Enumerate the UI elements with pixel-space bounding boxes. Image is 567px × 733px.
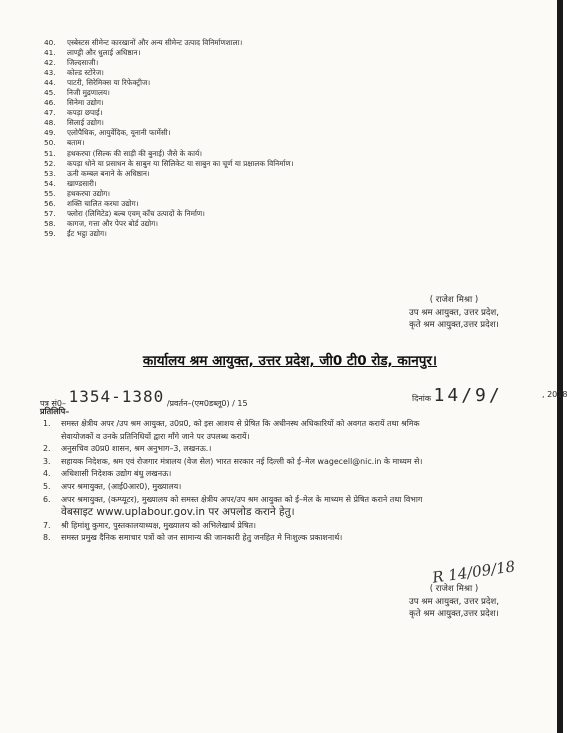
item-text: एस्बेस्टस सीमेन्ट कारखानों और अन्य सीमेन्ट उत्पाद विनिर्माणशाला। — [67, 38, 243, 47]
item-number: 41. — [44, 48, 56, 58]
item-text: सिलाई उद्योग। — [67, 118, 104, 128]
list-item — [43, 468, 559, 481]
item-text: कपड़ा धोने या प्रसाधन के साबुन या सिलिकेट या साबुन का चूर्ण या प्रक्षालक विनिर्माण। — [67, 158, 294, 168]
item-number: 2. — [43, 444, 51, 454]
item-number: 5. — [43, 481, 51, 491]
item-text: कागज, गत्ता और पेपर बोर्ड उद्योग। — [67, 218, 159, 228]
item-text: खाण्डसारी। — [67, 178, 97, 188]
signatory-name: ( राजेश मिश्रा ) — [429, 295, 479, 305]
item-text: सिनेमा उद्योग। — [67, 98, 104, 108]
copy-to-heading: प्रतिलिपि– — [40, 407, 70, 416]
list-item — [44, 118, 484, 128]
item-text: ऊनी कम्बल बनाने के अधिष्ठान। — [67, 168, 150, 178]
list-item — [44, 138, 484, 148]
list-item — [44, 159, 484, 169]
list-item — [43, 443, 559, 456]
item-number: 49. — [44, 128, 56, 138]
list-item — [44, 98, 484, 108]
item-number: 48. — [44, 118, 56, 128]
list-item — [44, 78, 484, 88]
signatory-on-behalf: कृते श्रम आयुक्त,उत्तर प्रदेश। — [409, 320, 499, 331]
item-text: अनुसचिव उ0प्र0 शासन, श्रम अनुभाग–3, लखनऊ.। — [61, 444, 212, 454]
letter-date — [412, 385, 567, 406]
item-number: 8. — [43, 533, 51, 543]
item-text: बताम। — [67, 138, 85, 148]
item-text: शक्ति चालित करघा उद्योग। — [67, 198, 139, 208]
item-number: 43. — [44, 68, 56, 78]
item-text: सहायक निदेशक, श्रम एवं रोजगार मंत्रालय (वेज सेल) भारत सरकार नई दिल्ली को ई–मेल wagecell@nic.in के माध्यम से। — [61, 456, 423, 466]
item-number: 3. — [43, 456, 51, 466]
list-item — [44, 128, 484, 138]
signatory-name: ( राजेश मिश्रा ) — [429, 584, 479, 594]
handwritten-signature: R 14/09/18 — [431, 557, 517, 587]
item-text: कोल्ड स्टोरेज। — [67, 68, 104, 78]
item-text: कपड़ा छपाई। — [67, 108, 103, 118]
list-item — [43, 520, 559, 533]
copy-recipients-list — [43, 418, 559, 545]
signature-block — [364, 583, 544, 621]
item-text: समस्त क्षेत्रीय अपर /उप श्रम आयुक्त, उ0प्र0, को इस आशय से प्रेषित कि अधीनस्थ अधिकारियों को अवगत करायें तथा श्रमिक — [61, 419, 420, 428]
item-text: पाटरी, सिरेमिक्स या रिफेक्ट्रीज। — [67, 78, 151, 88]
item-number: 7. — [43, 520, 51, 530]
date-year: , 2018 — [542, 390, 567, 399]
office-heading: कार्यालय श्रम आयुक्त, उत्तर प्रदेश, जी0 टी0 रोड, कानपुर। — [142, 353, 438, 369]
list-item — [43, 418, 559, 431]
signature-block — [364, 294, 544, 332]
item-text: हथकरघा (सिल्क की साड़ी की बुनाई) जैसे के कार्य। — [67, 148, 203, 158]
item-text: हथकरघा उद्योग। — [67, 188, 111, 198]
item-number: 6. — [43, 494, 51, 504]
list-item — [44, 199, 484, 209]
reference-number — [40, 387, 248, 410]
signatory-designation: उप श्रम आयुक्त, उत्तर प्रदेश, — [409, 307, 499, 318]
item-text: श्री हिमांशु कुमार, पुस्तकालयाध्यक्ष, मुख्यालय को अभिलेखार्थ प्रेषित। — [61, 520, 257, 530]
item-text: एलोपैथिक, आयुर्वेदिक, यूनानी फार्मेसी। — [67, 128, 171, 138]
item-text: निजी मुद्रणालय। — [67, 88, 110, 98]
list-item — [44, 229, 484, 239]
item-number: 45. — [44, 88, 56, 98]
item-number: 59. — [44, 228, 56, 238]
signatory-on-behalf: कृते श्रम आयुक्त,उत्तर प्रदेश। — [409, 609, 499, 620]
item-text: अपर श्रमायुक्त, (कम्प्यूटर), मुख्यालय को समस्त क्षेत्रीय अपर/उप श्रम आयुक्त को ई–मेल के माध्यम से प्रेषित कराने तथा विभाग — [61, 494, 423, 504]
item-text: फ्लोरा (लिमिटेड) बल्ब एवम् काँच उत्पादों के निर्माण। — [67, 208, 205, 218]
list-item — [44, 108, 484, 118]
list-item — [44, 48, 484, 58]
list-item — [44, 189, 484, 199]
list-item — [44, 219, 484, 229]
industry-list — [44, 38, 484, 239]
item-text: वेबसाइट www.uplabour.gov.in पर अपलोड कराने हेतु। — [61, 506, 295, 519]
list-item — [44, 58, 484, 68]
item-text: ईंट भट्ठा उद्योग। — [67, 228, 107, 238]
item-number: 46. — [44, 98, 56, 108]
list-item — [43, 506, 559, 520]
list-item — [43, 456, 559, 469]
item-text: सेवायोजकों व उनके प्रतिनिधियों द्वारा माँगे जाने पर उपलब्ध करायें। — [61, 431, 250, 441]
item-text: लाण्ड्री और धुलाई अधिष्ठान। — [67, 48, 141, 58]
reference-suffix: /प्रवर्तन–(एम0डब्लू0) / 15 — [166, 399, 248, 408]
item-number: 57. — [44, 208, 56, 218]
item-number: 58. — [44, 218, 56, 228]
list-item — [43, 481, 559, 494]
item-number: 54. — [44, 178, 56, 188]
list-item — [43, 431, 559, 444]
scan-edge — [557, 0, 563, 733]
item-number: 56. — [44, 198, 56, 208]
item-number: 44. — [44, 78, 56, 88]
list-item — [43, 532, 559, 545]
item-text: अधिशासी निदेशक उद्योग बंधु लखनऊ। — [61, 469, 172, 479]
item-number: 50. — [44, 138, 56, 148]
item-number: 42. — [44, 58, 56, 68]
handwritten-date: 14/9/ — [433, 385, 503, 406]
list-item — [44, 68, 484, 78]
item-number: 51. — [44, 148, 56, 158]
item-number: 1. — [43, 419, 51, 428]
item-text: समस्त प्रमुख दैनिक समाचार पत्रों को जन सामान्य की जानकारी हेतु जनहित मे निःशुल्क प्रकाशनार्थ। — [61, 533, 343, 543]
item-number: 52. — [44, 158, 56, 168]
list-item — [44, 38, 484, 48]
item-number: 47. — [44, 108, 56, 118]
item-text: जिल्दसाजी। — [67, 58, 99, 68]
item-number: 4. — [43, 469, 51, 479]
list-item — [44, 149, 484, 159]
item-number: 40. — [44, 38, 56, 47]
handwritten-reference-number: 1354-1380 — [68, 387, 165, 406]
list-item — [44, 88, 484, 98]
reference-prefix: पत्र सं0– — [40, 399, 67, 408]
item-text: अपर श्रमायुक्त, (आई0आर0), मुख्यालय। — [61, 481, 182, 491]
date-label: दिनांक — [412, 394, 431, 403]
item-number: 53. — [44, 168, 56, 178]
signatory-designation: उप श्रम आयुक्त, उत्तर प्रदेश, — [409, 596, 499, 607]
list-item — [44, 169, 484, 179]
item-number: 55. — [44, 188, 56, 198]
list-item — [43, 494, 559, 507]
list-item — [44, 209, 484, 219]
list-item — [44, 179, 484, 189]
